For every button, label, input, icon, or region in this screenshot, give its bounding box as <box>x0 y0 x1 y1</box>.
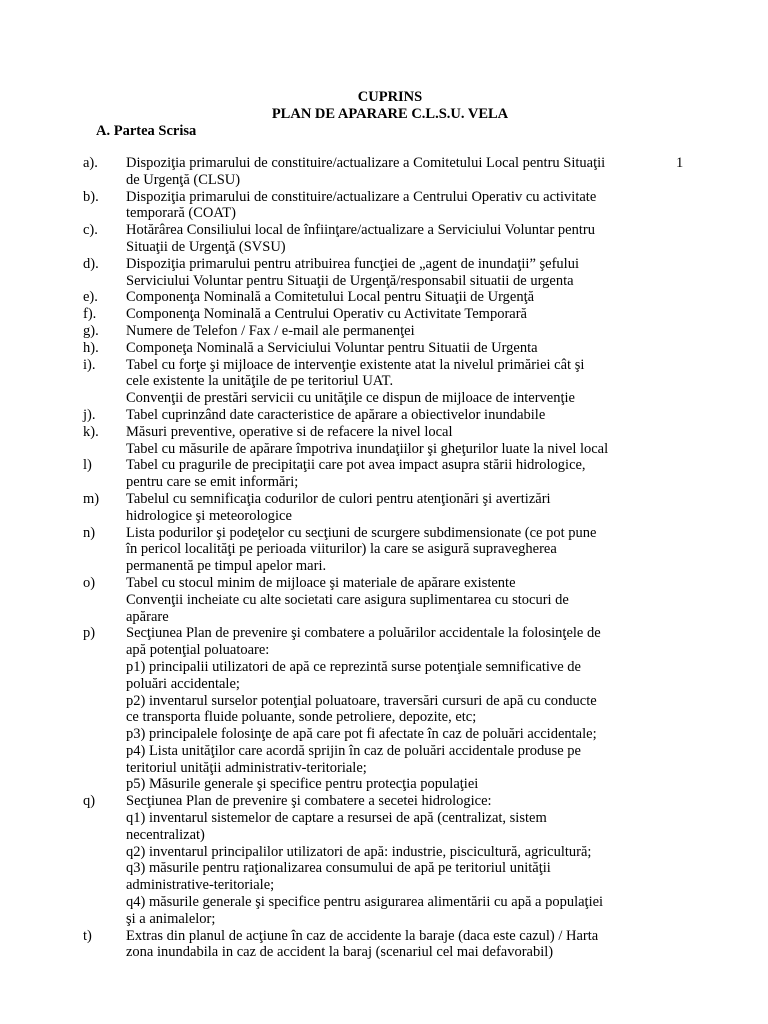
toc-entry <box>0 525 768 575</box>
toc-entry-line: q4) măsurile generale şi specifice pentru asigurarea alimentării cu apă a populaţiei <box>126 894 604 911</box>
toc-entry <box>0 575 768 625</box>
toc-entry <box>0 491 768 525</box>
toc-entry <box>0 306 768 323</box>
toc-entry-line: q2) inventarul principalilor utilizatori de apă: industrie, piscicultură, agricultură; <box>126 843 592 860</box>
toc-entry <box>0 189 768 223</box>
toc-entry-line: p1) principalii utilizatori de apă ce reprezintă surse potenţiale semnificative de <box>126 658 581 675</box>
toc-entry-line: Lista podurilor şi podeţelor cu secţiuni de scurgere subdimensionate (ce pot pune <box>126 524 597 541</box>
toc-entry-line: p3) principalele folosinţe de apă care pot fi afectate în caz de poluări accidentale; <box>126 726 597 743</box>
toc-entry-text <box>126 306 768 323</box>
toc-entry-marker: b). <box>83 188 99 205</box>
toc-entry-marker: l) <box>83 457 92 474</box>
toc-entry-line: p4) Lista unităţilor care acordă sprijin în caz de poluări accidentale produse pe <box>126 742 581 759</box>
toc-entry-line: cele existente la unităţile de pe teritoriul UAT. <box>126 373 394 390</box>
toc-entry-line: Tabel cu măsurile de apărare împotriva inundaţiilor şi gheţurilor luate la nivel local <box>126 440 609 457</box>
toc-entry-marker: c). <box>83 222 98 239</box>
toc-entry <box>0 424 768 458</box>
toc-entry-text <box>126 491 768 525</box>
toc-entry-line: pentru care se emit informări; <box>126 474 299 491</box>
toc-entry-text <box>126 340 768 357</box>
toc-entry-marker: m) <box>83 490 100 507</box>
toc-entry-marker: j). <box>83 406 96 423</box>
toc-entry-line: q3) măsurile pentru raţionalizarea consumului de apă pe teritoriul unităţii <box>126 860 551 877</box>
toc-entry-text <box>126 575 768 625</box>
toc-entry-line: temporară (COAT) <box>126 205 236 222</box>
toc-entry <box>0 155 768 189</box>
table-of-contents <box>0 155 768 961</box>
document-title: CUPRINS <box>357 89 423 105</box>
toc-page-number: 1 <box>676 155 684 171</box>
toc-entry-line: Secţiunea Plan de prevenire şi combatere a secetei hidrologice: <box>126 793 492 810</box>
toc-entry-line: Convenţii incheiate cu alte societati care asigura suplimentarea cu stocuri de <box>126 591 569 608</box>
toc-entry-line: Dispoziţia primarului de constituire/actualizare a Comitetului Local pentru Situaţii <box>126 155 606 171</box>
toc-entry <box>0 407 768 424</box>
toc-entry-line: apă potenţial poluatoare: <box>126 642 270 659</box>
toc-entry-text <box>126 424 768 458</box>
toc-entry <box>0 340 768 357</box>
toc-entry-line: Măsuri preventive, operative si de refacere la nivel local <box>126 423 453 440</box>
toc-entry-marker: g). <box>83 322 99 339</box>
toc-entry-line: administrative-teritoriale; <box>126 877 275 894</box>
document-subtitle: PLAN DE APARARE C.L.S.U. VELA <box>271 106 509 122</box>
toc-entry-text <box>126 357 768 407</box>
toc-entry-line: Componenţa Nominală a Centrului Operativ cu Activitate Temporară <box>126 306 527 323</box>
toc-entry-line: şi a animalelor; <box>126 910 216 927</box>
toc-entry-line: Secţiunea Plan de prevenire şi combatere a poluărilor accidentale la folosinţele de <box>126 625 601 642</box>
toc-entry-line: Situaţii de Urgenţă (SVSU) <box>126 238 286 255</box>
toc-entry-line: permanentă pe timpul apelor mari. <box>126 558 327 575</box>
toc-entry-line: în pericol localităţi pe perioada viiturilor) la care se asigură supravegherea <box>126 541 557 558</box>
toc-entry-marker: k). <box>83 423 99 440</box>
toc-entry-line: p5) Măsurile generale şi specifice pentru protecţia populaţiei <box>126 776 479 793</box>
toc-entry-line: Dispoziţia primarului pentru atribuirea funcţiei de „agent de inundaţii” şefului <box>126 255 579 272</box>
toc-entry-marker: h). <box>83 339 99 356</box>
toc-entry-line: de Urgenţă (CLSU) <box>126 171 241 188</box>
toc-entry-text <box>126 289 768 306</box>
toc-entry-text <box>126 928 768 962</box>
toc-entry-marker: a). <box>83 155 98 171</box>
toc-entry-marker: t) <box>83 927 92 944</box>
toc-entry-line: Componeţa Nominală a Serviciului Voluntar pentru Situatii de Urgenta <box>126 339 538 356</box>
toc-entry-line: teritoriul unităţii administrativ-teritoriale; <box>126 759 367 776</box>
toc-entry-text <box>126 407 768 424</box>
toc-entry-marker: f). <box>83 306 97 323</box>
toc-entry <box>0 625 768 793</box>
toc-entry-marker: d). <box>83 255 99 272</box>
toc-entry-marker: o) <box>83 574 96 591</box>
toc-entry-text <box>126 323 768 340</box>
toc-entry-line: Tabel cuprinzând date caracteristice de apărare a obiectivelor inundabile <box>126 406 546 423</box>
toc-entry <box>0 323 768 340</box>
toc-entry-marker: e). <box>83 289 98 306</box>
toc-entry-line: Extras din planul de acţiune în caz de accidente la baraje (daca este cazul) / Harta <box>126 927 599 944</box>
toc-entry-line: poluări accidentale; <box>126 675 240 692</box>
toc-entry-line: Numere de Telefon / Fax / e-mail ale permanenţei <box>126 322 415 339</box>
toc-entry <box>0 928 768 962</box>
toc-entry <box>0 457 768 491</box>
toc-entry <box>0 256 768 290</box>
toc-entry-line: p2) inventarul surselor potenţial poluatoare, traversări cursuri de apă cu conducte <box>126 692 597 709</box>
toc-entry-marker: p) <box>83 625 96 642</box>
toc-entry-line: Hotărârea Consiliului local de înfiinţare/actualizare a Serviciului Voluntar pentru <box>126 222 595 239</box>
toc-entry-line: necentralizat) <box>126 826 205 843</box>
toc-entry-text <box>126 189 768 223</box>
toc-entry-line: Tabelul cu semnificaţia codurilor de culori pentru atenţionări şi avertizări <box>126 490 551 507</box>
toc-entry <box>0 357 768 407</box>
toc-entry-text <box>126 793 768 927</box>
toc-entry <box>0 289 768 306</box>
toc-entry-line: Dispoziţia primarului de constituire/actualizare a Centrului Operativ cu activitate <box>126 188 597 205</box>
toc-entry <box>0 222 768 256</box>
toc-entry-line: ce transporta fluide poluante, sonde petroliere, depozite, etc; <box>126 709 477 726</box>
toc-entry-line: Componenţa Nominală a Comitetului Local pentru Situaţii de Urgenţă <box>126 289 535 306</box>
toc-entry-text <box>126 222 768 256</box>
toc-entry-marker: i). <box>83 356 96 373</box>
toc-entry-line: Serviciului Voluntar pentru Situaţii de Urgenţă/responsabil situatii de urgenta <box>126 272 574 289</box>
toc-entry-text <box>126 457 768 491</box>
toc-entry-text <box>126 525 768 575</box>
toc-entry <box>0 793 768 927</box>
toc-entry-text <box>126 625 768 793</box>
toc-entry-line: Tabel cu stocul minim de mijloace şi materiale de apărare existente <box>126 574 516 591</box>
toc-entry-text <box>126 155 768 189</box>
toc-entry-line: Convenţii de prestări servicii cu unităţile ce dispun de mijloace de intervenţie <box>126 390 575 407</box>
toc-entry-line: hidrologice şi meteorologice <box>126 507 292 524</box>
toc-entry-line: Tabel cu forţe şi mijloace de intervenţie existente atat la nivelul primăriei cât şi <box>126 356 585 373</box>
toc-entry-text <box>126 256 768 290</box>
toc-entry-marker: q) <box>83 793 96 810</box>
toc-entry-line: apărare <box>126 608 169 625</box>
toc-entry-marker: n) <box>83 524 96 541</box>
toc-entry-line: zona inundabila in caz de accident la baraj (scenariul cel mai defavorabil) <box>126 944 554 961</box>
toc-entry-line: Tabel cu pragurile de precipitaţii care pot avea impact asupra stării hidrologice, <box>126 457 586 474</box>
section-heading: A. Partea Scrisa <box>96 123 197 139</box>
toc-entry-line: q1) inventarul sistemelor de captare a resursei de apă (centralizat, sistem <box>126 810 547 827</box>
